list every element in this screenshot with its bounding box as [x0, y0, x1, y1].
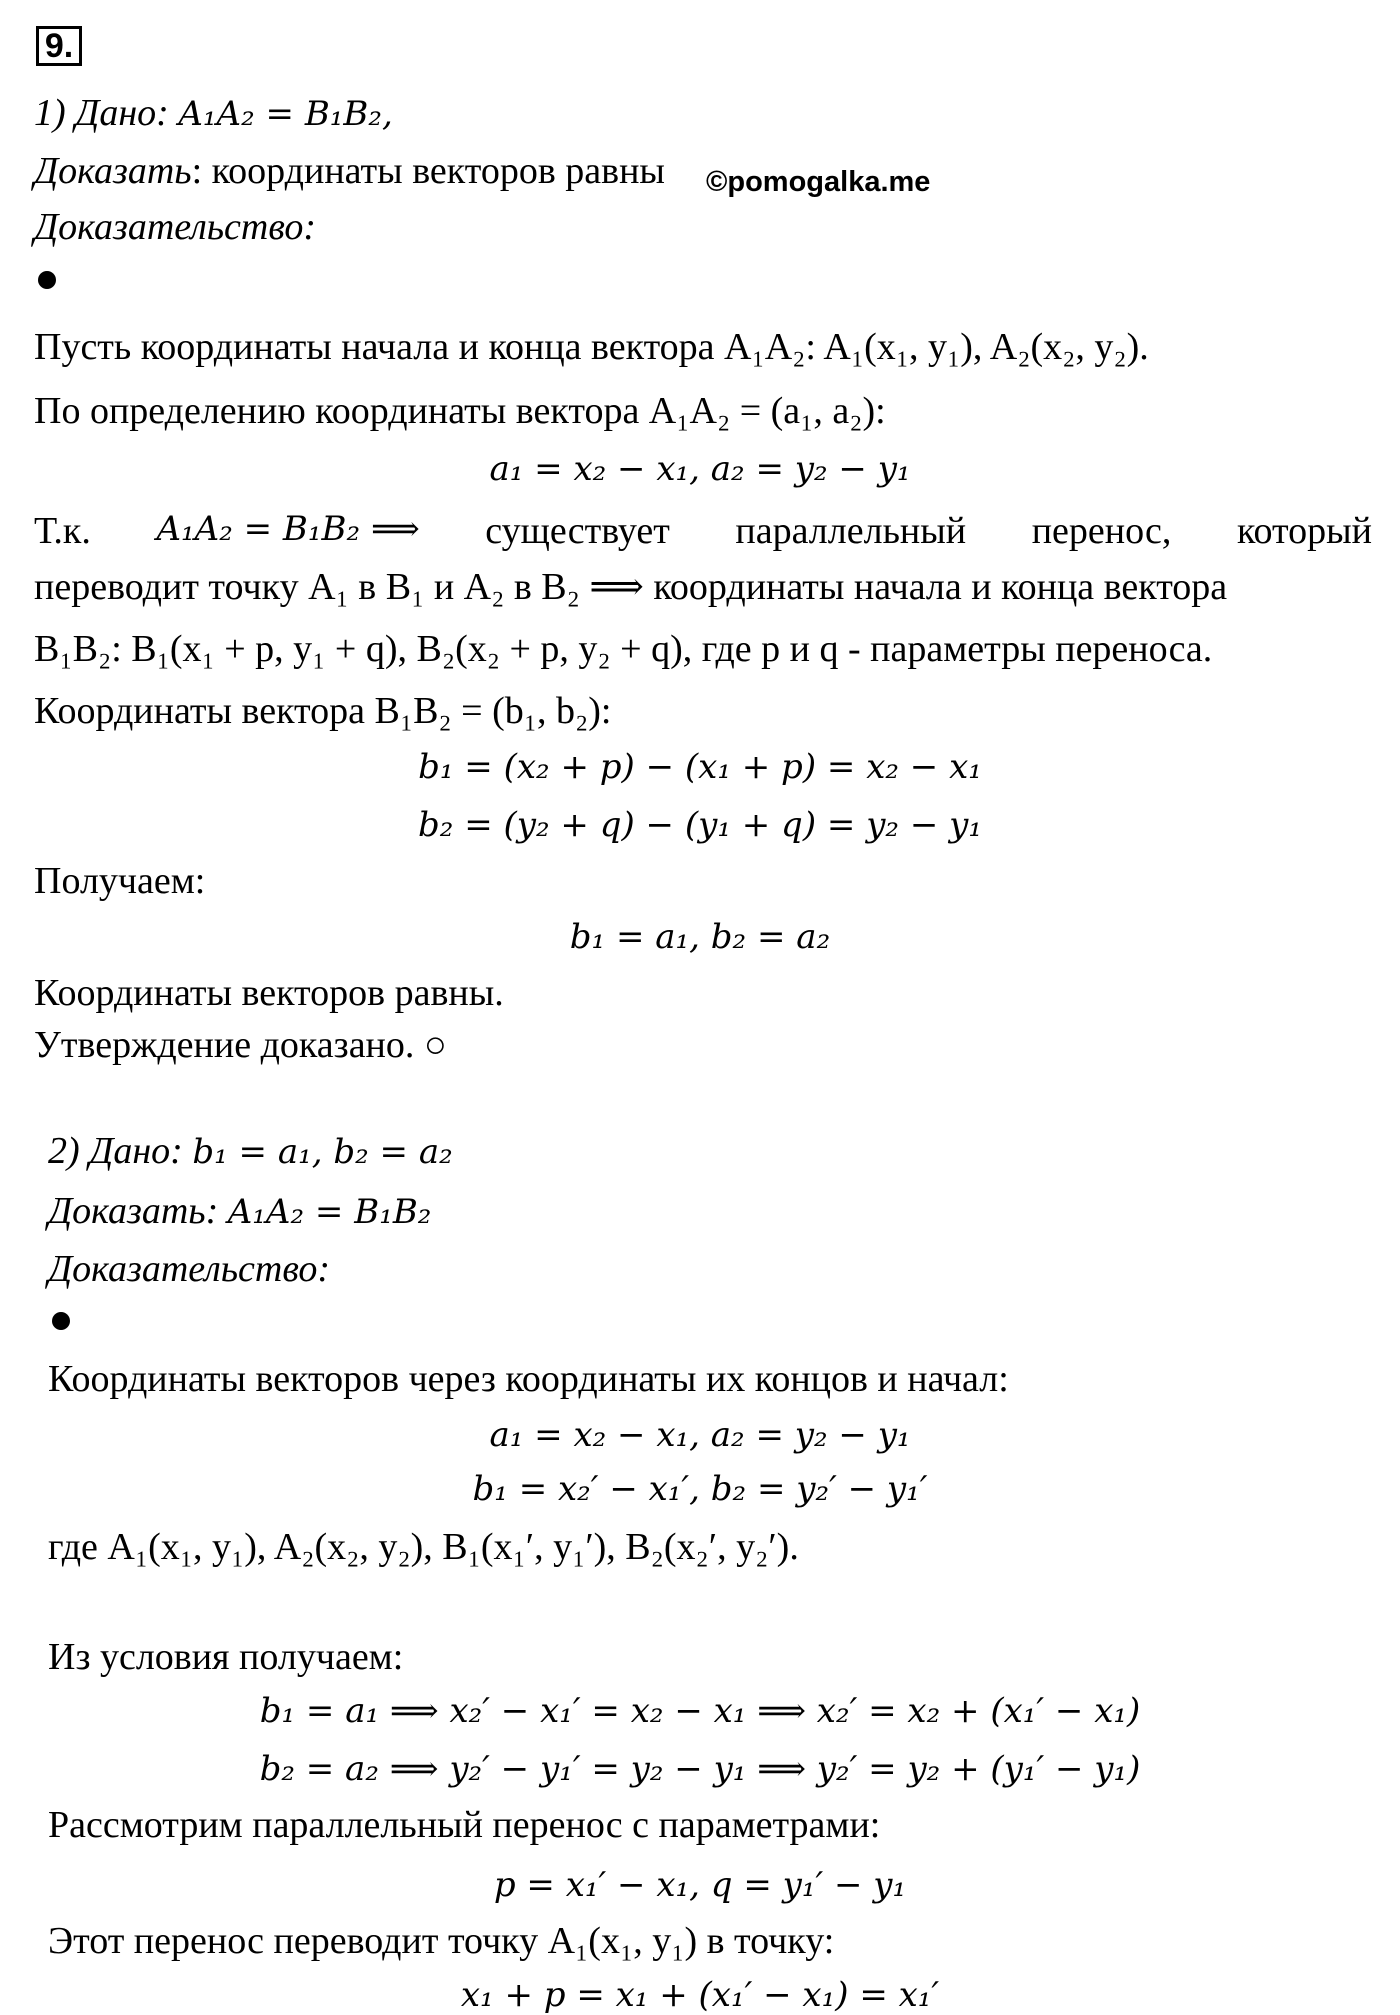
part1-conclusion: Координаты векторов равны. [34, 972, 504, 1014]
part2-prove [48, 1192, 431, 1230]
part1-prove-label: Доказать [34, 150, 192, 192]
part2-eq-c2: b₂ = a₂ ⟹ y₂′ − y₁′ = y₂ − y₁ ⟹ y₂′ = y₂ + (y₁′ − y₁) [259, 1749, 1141, 1789]
part1-eq-b2: b₂ = (y₂ + q) − (y₁ + q) = y₂ − y₁ [418, 805, 982, 845]
tk-word: Т.к. [34, 510, 91, 552]
part2-given-expr: b₁ = a₁, b₂ = a₂ [192, 1132, 453, 1172]
part1-eq-result: b₁ = a₁, b₂ = a₂ [569, 917, 831, 957]
part1-given-expr: A₁A₂ = B₁B₂, [178, 94, 393, 134]
tk-word: параллельный [735, 510, 967, 552]
part1-given-label: 1) Дано: [34, 92, 169, 134]
part2-bullet-icon [52, 1312, 70, 1330]
part2-prove-expr: A₁A₂ = B₁B₂ [227, 1192, 432, 1232]
part2-from-condition: Из условия получаем: [48, 1636, 404, 1678]
part1-prove-text: : координаты векторов равны [191, 150, 665, 192]
part2-line-coords: Координаты векторов через координаты их концов и начал: [48, 1358, 1009, 1400]
tk-word: существует [485, 510, 670, 552]
part1-line-start: Пусть координаты начала и конца вектора A₁A₂: A₁(x₁, y₁), A₂(x₂, y₂). [34, 326, 1149, 368]
part2-line-where: где A₁(x₁, y₁), A₂(x₂, y₂), B₁(x₁′, y₁′), B₂(x₂′, y₂′). [48, 1526, 799, 1568]
part2-given [48, 1132, 453, 1170]
problem-number: 9. [36, 26, 82, 66]
part1-tk-line [34, 509, 1372, 552]
part1-proved: Утверждение доказано. ○ [34, 1024, 447, 1066]
part1-given [34, 94, 393, 132]
part1-bullet-icon [38, 271, 56, 289]
part2-translation: Этот перенос переводит точку A₁(x₁, y₁) в точку: [48, 1920, 835, 1962]
part1-we-get: Получаем: [34, 860, 206, 902]
part2-eq-a: a₁ = x₂ − x₁, a₂ = y₂ − y₁ [489, 1415, 911, 1455]
part2-given-label: 2) Дано: [48, 1130, 183, 1172]
part1-eq-b1: b₁ = (x₂ + p) − (x₁ + p) = x₂ − x₁ [418, 747, 982, 787]
part2-proof-label: Доказательство: [48, 1248, 331, 1290]
part1-prove [34, 152, 665, 190]
part2-eq-b: b₁ = x₂′ − x₁′, b₂ = y₂′ − y₁′ [472, 1469, 928, 1509]
tk-word: перенос, [1031, 510, 1172, 552]
part1-proof-label: Доказательство: [34, 206, 317, 248]
part1-line-translate: переводит точку A₁ в B₁ и A₂ в B₂ ⟹ координаты начала и конца вектора [34, 566, 1228, 608]
part2-eq-last: x₁ + p = x₁ + (x₁′ − x₁) = x₁′ [460, 1975, 940, 2015]
part2-consider: Рассмотрим параллельный перенос с параметрами: [48, 1804, 881, 1846]
part2-eq-c1: b₁ = a₁ ⟹ x₂′ − x₁′ = x₂ − x₁ ⟹ x₂′ = x₂ + (x₁′ − x₁) [259, 1691, 1141, 1731]
part1-line-vec-b: Координаты вектора B₁B₂ = (b₁, b₂): [34, 690, 612, 732]
tk-word: A₁A₂ = B₁B₂ ⟹ [156, 509, 420, 549]
part1-line-def: По определению координаты вектора A₁A₂ = (a₁, a₂): [34, 390, 886, 432]
part2-eq-params: p = x₁′ − x₁, q = y₁′ − y₁ [493, 1865, 907, 1905]
watermark: ©pomogalka.me [706, 166, 931, 198]
tk-word: который [1236, 510, 1372, 552]
part1-line-b-coords: B₁B₂: B₁(x₁ + p, y₁ + q), B₂(x₂ + p, y₂ + q), где p и q - параметры переноса. [34, 628, 1213, 670]
part1-eq-a: a₁ = x₂ − x₁, a₂ = y₂ − y₁ [489, 449, 911, 489]
part2-prove-label: Доказать: [48, 1190, 219, 1232]
